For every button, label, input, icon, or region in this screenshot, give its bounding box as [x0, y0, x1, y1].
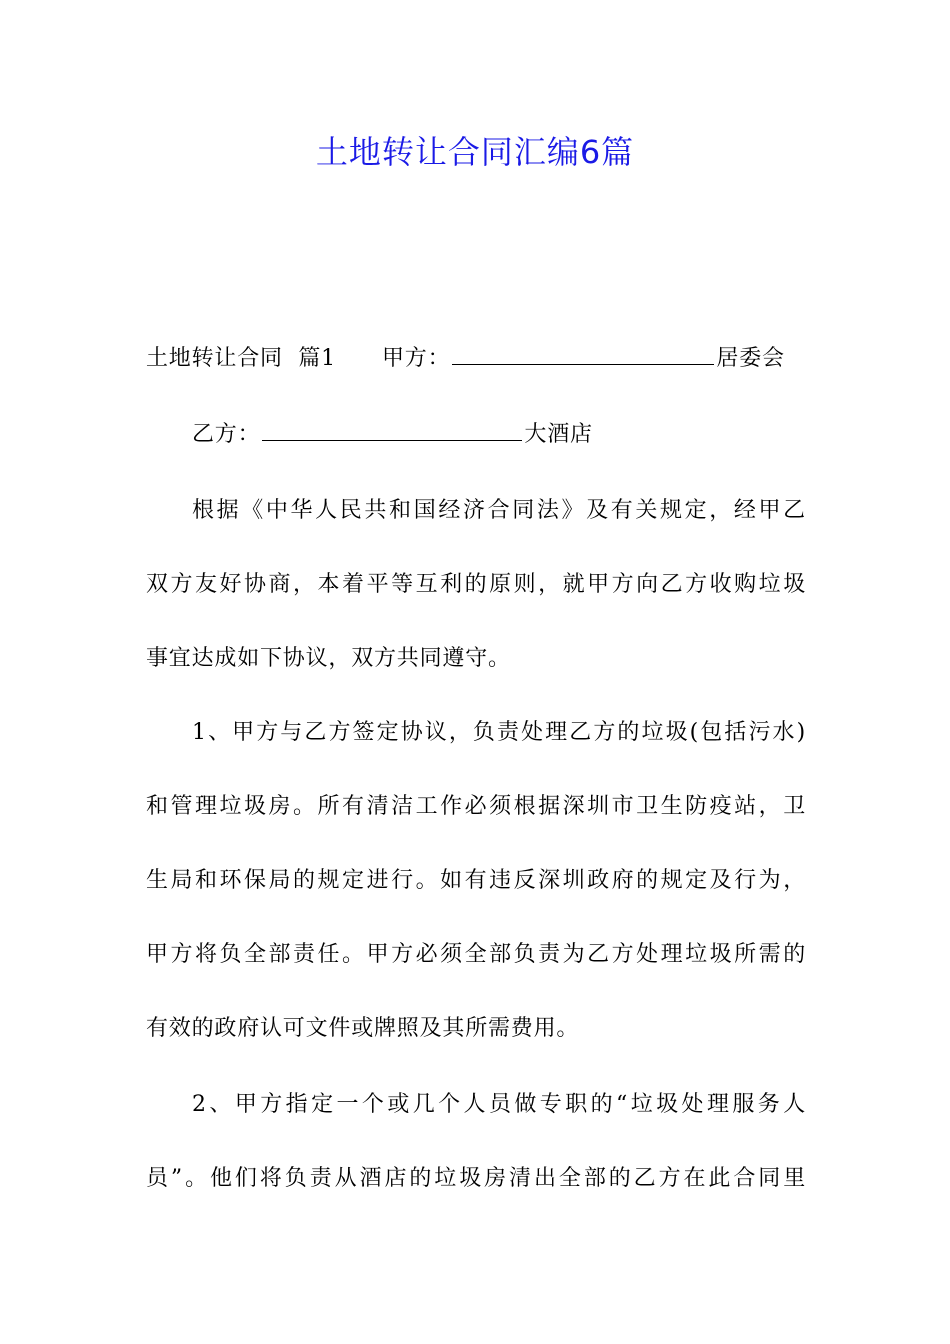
- party-b-line: [192, 420, 806, 450]
- body-line: 双方友好协商，本着平等互利的原则，就甲方向乙方收购垃圾: [146, 572, 806, 597]
- body-line: 根据《中华人民共和国经济合同法》及有关规定，经甲乙: [192, 498, 806, 523]
- contract-section-label: 土地转让合同 篇1: [146, 346, 336, 371]
- party-b-suffix: 大酒店: [524, 422, 593, 447]
- body-line: 2、甲方指定一个或几个人员做专职的“垃圾处理服务人: [192, 1092, 806, 1117]
- contract-header-line: [146, 344, 806, 374]
- body-line: 生局和环保局的规定进行。如有违反深圳政府的规定及行为，: [146, 868, 806, 893]
- party-a-blank: [452, 344, 714, 365]
- body-line: 有效的政府认可文件或牌照及其所需费用。: [146, 1016, 580, 1041]
- party-a-label: 甲方：: [381, 346, 451, 371]
- body-line: 1、甲方与乙方签定协议，负责处理乙方的垃圾(包括污水): [192, 720, 806, 745]
- party-b-label: 乙方：: [192, 422, 261, 447]
- document-title: 土地转让合同汇编6篇: [315, 133, 635, 171]
- party-b-blank: [262, 420, 522, 441]
- body-line: 甲方将负全部责任。甲方必须全部负责为乙方处理垃圾所需的: [146, 942, 806, 967]
- body-line: 事宜达成如下协议，双方共同遵守。: [146, 646, 511, 671]
- body-line: 和管理垃圾房。所有清洁工作必须根据深圳市卫生防疫站，卫: [146, 794, 806, 819]
- party-a-suffix: 居委会: [716, 346, 785, 371]
- body-line: 员”。他们将负责从酒店的垃圾房清出全部的乙方在此合同里: [146, 1166, 806, 1191]
